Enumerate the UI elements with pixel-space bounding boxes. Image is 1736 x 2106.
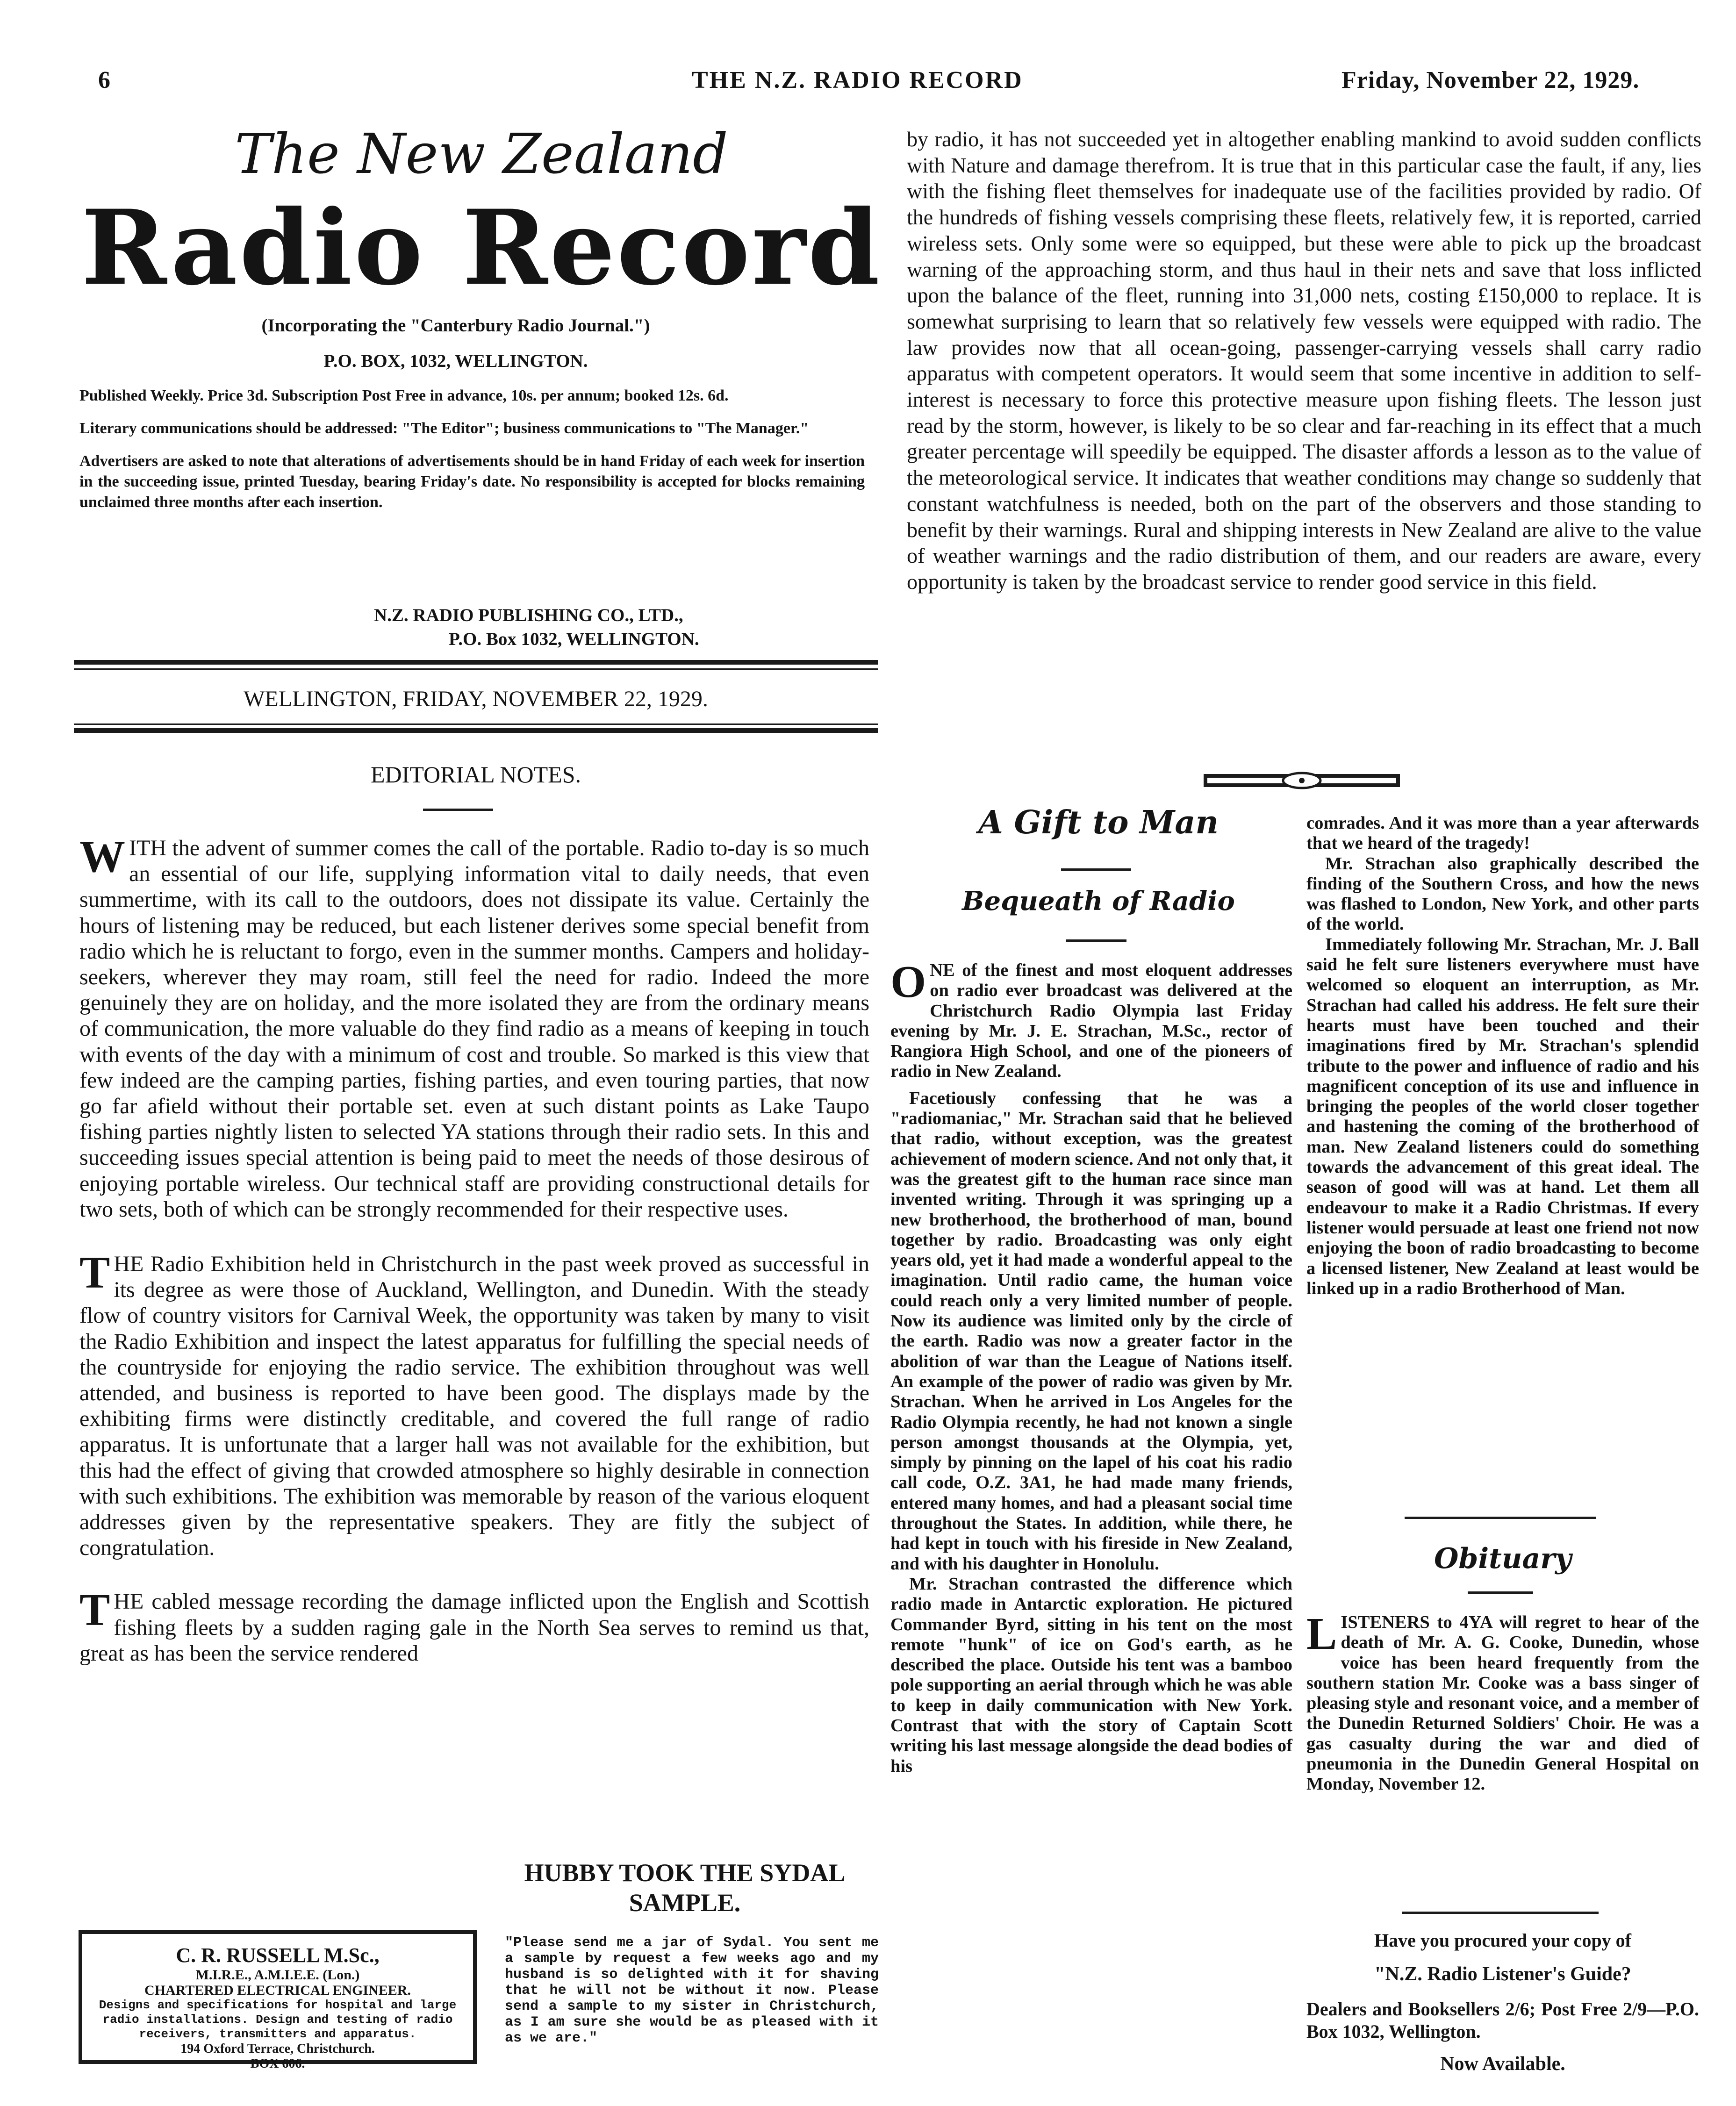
drop-cap: T (79, 1585, 110, 1636)
advertisers-notice: Advertisers are asked to note that alterations of advertisements should be in hand Friday of each week for insertion in the succeeding issue, printed Tuesday, bearing Friday's date. No responsibility is accepted for blocks remaining unclaimed three months after each insertion. (79, 452, 865, 511)
issue-date: Friday, November 22, 1929. (1341, 67, 1640, 93)
gift-subtitle: Bequeath of Radio (962, 886, 1235, 917)
gift-subtitle-rule (1066, 939, 1126, 942)
guide-text: Dealers and Booksellers 2/6; Post Free 2/9—P.O. Box 1032, Wellington. (1306, 1999, 1699, 2042)
sydal-text: "Please send me a jar of Sydal. You sent me a sample by request a few weeks ago and my husband is so delighted with it for shaving that he will not be without it now. Please send a sample to my sister in Christchurch, as I am sure she would be as pleased with it as we are." (505, 1935, 879, 2046)
drop-cap: L (1306, 1609, 1337, 1659)
guide-available: Now Available. (1440, 2053, 1565, 2075)
literary-notice: Literary communications should be addressed: "The Editor"; business communications to "The Manager." (79, 420, 809, 437)
publisher-name: N.Z. RADIO PUBLISHING CO., LTD., (374, 605, 683, 625)
published-notice: Published Weekly. Price 3d. Subscription Post Free in advance, 10s. per annum; booked 12s. 6d. (79, 387, 729, 404)
dateline-rule-top2 (74, 668, 878, 670)
publication-title: THE N.Z. RADIO RECORD (692, 67, 1023, 93)
page-number: 6 (98, 67, 112, 93)
dateline: WELLINGTON, FRIDAY, NOVEMBER 22, 1929. (244, 687, 708, 711)
masthead-line1: The New Zealand (235, 122, 728, 186)
gift-title: A Gift to Man (978, 804, 1219, 841)
russell-name: C. R. RUSSELL M.Sc., (176, 1944, 380, 1967)
drop-cap: O (890, 957, 926, 1007)
ornament-icon (1204, 771, 1400, 790)
obituary-top-rule (1405, 1517, 1596, 1519)
russell-quals: M.I.R.E., A.M.I.E.E. (Lon.) (195, 1967, 360, 1983)
gift-column-2 (1306, 813, 1699, 1299)
ornament-divider (1204, 771, 1400, 790)
russell-address: 194 Oxford Terrace, Christchurch. (180, 2042, 375, 2056)
drop-cap: T (79, 1247, 110, 1298)
russell-text: Designs and specifications for hospital and large radio installations. Design and testing of radio receivers, transmitters and apparatus. (99, 1998, 457, 2041)
gift-title-rule (1061, 868, 1131, 871)
editorial-heading: EDITORIAL NOTES. (371, 761, 581, 788)
gift-paragraph-3: Mr. Strachan contrasted the difference which radio made in Antarctic exploration. He pictured Commander Byrd, sitting in his tent on the most remote "hunk" of ice on God's earth, as he described the place. Outside his tent was a bamboo pole supporting an aerial through which he was able to keep in daily communication with New York. Contrast that with the story of Captain Scott writing his last message alongside the dead bodies of his (890, 1574, 1292, 1776)
drop-cap: W (79, 831, 125, 882)
guide-question: Have you procured your copy of (1374, 1930, 1632, 1951)
masthead-incorporating: (Incorporating the "Canterbury Radio Journal.") (261, 315, 650, 336)
gift-paragraph-2: Facetiously confessing that he was a "radiomaniac," Mr. Strachan said that he believed that radio, without exception, was the greatest achievement of modern science. And not only that, it was the greatest gift to the human race since man invented writing. Through it was springing up a new brotherhood, the brotherhood of man, bound together by radio. Broadcasting was only eight years old, yet it had made a wonderful appeal to the imagination. Until radio came, the human voice could reach only a very limited number of people. Now its audience was limited only by the circle of the earth. Radio was now a greater factor in the abolition of war than the League of Nations itself. An example of the power of radio was given by Mr. Strachan. When he arrived in Los Angeles for the Radio Olympia recently, he had not known a single person amongst thousands at the Olympia, yet, simply by pinning on the lapel of his coat his radio call code, O.Z. 3A1, he had made many friends, entered many homes, and had a pleasant social time throughout the States. In addition, while there, he had kept in touch with his fireside in New Zealand, and with his daughter in Honolulu. (890, 1088, 1292, 1574)
editorial-paragraph-2: THE Radio Exhibition held in Christchurch in the past week proved as successful in its degree as were those of Auckland, Wellington, and Dunedin. With the steady flow of country visitors for Carnival Week, the opportunity was taken by many to visit the Radio Exhibition and inspect the latest apparatus for fulfilling the special needs of the countryside for enjoying the radio service. The exhibition throughout was well attended, and business is reported to have been good. The displays made by the exhibiting firms were distinctly creditable, and covered the full range of radio apparatus. It is unfortunate that a larger hall was not available for the exhibition, but this had the effect of giving that crowded atmosphere so highly desirable in connection with such exhibitions. The exhibition was memorable by reason of the various eloquent addresses given by the representative speakers. They are fitly the subject of congratulation. (79, 1247, 869, 1561)
editorial-paragraph-1: WITH the advent of summer comes the call of the portable. Radio to-day is so much an essential of our life, supplying information vital to daily needs, that even summertime, with its call to the outdoors, does not dissipate its value. Certainly the hours of listening may be reduced, but each listener derives some special benefit from radio which he is reluctant to forgo, even in the summer months. Campers and holiday-seekers, wherever they may roam, still feel the need for radio. Indeed the more genuinely they are on holiday, and the more isolated they are from the ordinary means of communication, the more valuable do they find radio as a means of keeping in touch with events of the day with a minimum of cost and trouble. So marked is this view that few indeed are the camping parties, fishing parties, and even touring parties, that now go far afield without their portable set. even at such distant points as Lake Taupo fishing parties nightly listen to selected YA stations through their radio sets. In this and succeeding issues special attention is being paid to meet the needs of those desirous of enjoying portable wireless. Our technical staff are providing constructional details for two sets, both of which can be strongly recommended for their respective uses. (79, 831, 869, 1222)
gift-col2-p3: Immediately following Mr. Strachan, Mr. J. Ball said he felt sure listeners everywhere must have welcomed so eloquent an interruption, as Mr. Strachan had called his address. He felt sure their hearts must have been touched and their imaginations fired by Mr. Strachan's splendid tribute to the power and influence of radio and his magnificent conception of its use and influence in bringing the peoples of the world closer together and hastening the coming of the brotherhood of man. New Zealand listeners could do something towards the advancement of this great ideal. The season of good will was at hand. Let them all endeavour to make it a Radio Christmas. If every listener would persuade at least one friend not now enjoying the boon of radio broadcasting to become a licensed listener, New Zealand at least would be linked up in a radio Brotherhood of Man. (1306, 934, 1699, 1298)
gift-lead: ONE of the finest and most eloquent addresses on radio ever broadcast was delivered at the Christchurch Radio Olympia last Friday evening by Mr. J. E. Strachan, M.Sc., rector of Rangiora High School, and one of the pioneers of radio in New Zealand. (890, 957, 1292, 1082)
obituary-text: LISTENERS to 4YA will regret to hear of the death of Mr. A. G. Cooke, Dunedin, whose voice has been heard frequently from the southern station Mr. Cooke was a bass singer of pleasing style and resonant voice, and a member of the Dunedin Returned Soldiers' Choir. He was a gas casualty during the war and died of pneumonia in the Dunedin General Hospital on Monday, November 12. (1306, 1609, 1699, 1794)
editorial-paragraph-3: THE cabled message recording the damage inflicted upon the English and Scottish fishing fleets by a sudden raging gale in the North Sea serves to remind us that, great as has been the service rendered (79, 1585, 869, 1666)
publisher-box: P.O. Box 1032, WELLINGTON. (449, 629, 699, 649)
obituary-title-rule (1468, 1591, 1533, 1594)
dateline-rule-bottom (74, 723, 878, 725)
masthead-address: P.O. BOX, 1032, WELLINGTON. (323, 351, 588, 371)
gift-col2-p1: comrades. And it was more than a year afterwards that we heard of the tragedy! (1306, 813, 1699, 853)
masthead-notices (79, 386, 865, 525)
editorial-continued: by radio, it has not succeeded yet in altogether enabling mankind to avoid sudden conflicts with Nature and damage therefrom. It is true that in this particular case the fault, if any, lies with the fishing fleet themselves for inadequate use of the facilities provided by radio. Of the hundreds of fishing vessels comprising these fleets, relatively few, it is reported, carried wireless sets. Only some were so equipped, but these were able to pick up the broadcast warning of the approaching storm, and thus haul in their nets and save that loss inflicted upon the balance of the fleet, running into 31,000 nets, costing £150,000 to replace. It is somewhat surprising to learn that so relatively few vessels were equipped with radio. The law provides now that all ocean-going, passenger-carrying vessels shall carry radio apparatus with competent operators. It would seem that some incentive in addition to self-interest is necessary to force this protective measure upon fishing fleets. The lesson just read by the storm, however, is likely to be so clear and far-reaching in its effect that a much greater percentage will speedily be equipped. The disaster affords a lesson as to the value of the meteorological service. It indicates that weather conditions may change so suddenly that constant watchfulness is needed, both on the part of the observers and those standing to benefit by their warnings. Rural and shipping interests in New Zealand are alive to the value of weather warnings and the radio distribution of them, and our readers are aware, every opportunity is taken by the broadcast service to render good service in this field. (907, 127, 1701, 594)
editorial-body (79, 831, 869, 1666)
gift-col2-p2: Mr. Strachan also graphically described the finding of the Southern Cross, and how the news was flashed to London, New York, and other parts of the world. (1306, 853, 1699, 934)
russell-box: BOX 606. (250, 2056, 305, 2071)
dateline-rule-bottom2 (74, 728, 878, 733)
masthead-title: Radio Record (81, 187, 882, 308)
obituary-body (1306, 1609, 1699, 1795)
russell-title: CHARTERED ELECTRICAL ENGINEER. (144, 1983, 411, 1998)
dateline-rule-top (74, 660, 878, 665)
gift-column-1 (890, 957, 1292, 1776)
obituary-title: Obituary (1434, 1542, 1571, 1575)
editorial-heading-rule (423, 809, 493, 811)
sydal-title: HUBBY TOOK THE SYDAL SAMPLE. (524, 1859, 846, 1917)
guide-top-rule (1402, 1912, 1599, 1914)
guide-title: "N.Z. Radio Listener's Guide? (1374, 1963, 1631, 1985)
ad-russell (79, 1930, 477, 2071)
